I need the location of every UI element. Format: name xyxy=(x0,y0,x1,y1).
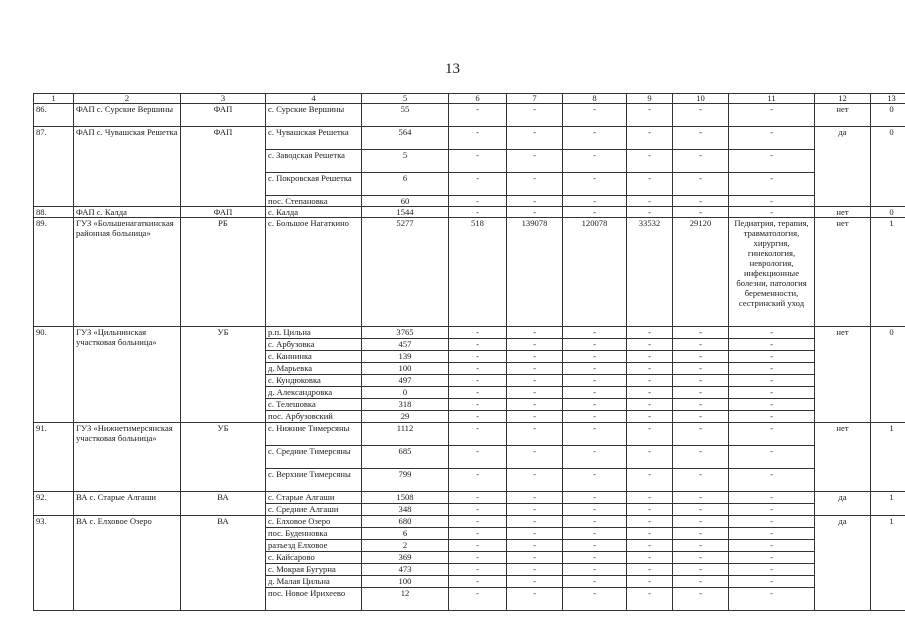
value-cell-10: - xyxy=(673,150,729,173)
value-cell-6: - xyxy=(449,446,507,469)
population-cell: 2 xyxy=(362,540,449,552)
settlement-name-cell: с. Елховое Озеро xyxy=(266,516,362,528)
value-cell-7: - xyxy=(507,399,563,411)
availability-cell: да xyxy=(815,516,871,611)
value-cell-9: - xyxy=(627,411,673,423)
profile-cell: - xyxy=(729,564,815,576)
column-header: 9 xyxy=(627,94,673,104)
facility-type-cell: ФАП xyxy=(181,127,266,207)
population-cell: 680 xyxy=(362,516,449,528)
population-cell: 55 xyxy=(362,104,449,127)
availability-cell: да xyxy=(815,492,871,516)
population-cell: 497 xyxy=(362,375,449,387)
value-cell-8: - xyxy=(563,504,627,516)
count-cell: 1 xyxy=(871,516,905,611)
settlement-name-cell: с. Покровская Решетка xyxy=(266,173,362,196)
profile-cell: - xyxy=(729,351,815,363)
settlement-name-cell: с. Кундюковка xyxy=(266,375,362,387)
value-cell-10: - xyxy=(673,375,729,387)
row-number-cell: 91. xyxy=(34,423,74,492)
settlement-name-cell: пос. Новое Ирихеево xyxy=(266,588,362,611)
value-cell-9: - xyxy=(627,399,673,411)
settlement-name-cell: пос. Арбузовский xyxy=(266,411,362,423)
population-cell: 139 xyxy=(362,351,449,363)
value-cell-10: - xyxy=(673,504,729,516)
value-cell-10: - xyxy=(673,104,729,127)
column-header: 8 xyxy=(563,94,627,104)
facility-name-cell: ГУЗ «Большенагаткинская районная больница» xyxy=(74,218,181,327)
value-cell-9: - xyxy=(627,363,673,375)
value-cell-10: - xyxy=(673,492,729,504)
profile-cell: - xyxy=(729,576,815,588)
value-cell-7: - xyxy=(507,339,563,351)
value-cell-7: - xyxy=(507,363,563,375)
value-cell-6: - xyxy=(449,150,507,173)
value-cell-6: - xyxy=(449,411,507,423)
facility-name-cell: ФАП с. Сурские Вершины xyxy=(74,104,181,127)
table-row xyxy=(34,423,905,446)
profile-cell: - xyxy=(729,516,815,528)
population-cell: 799 xyxy=(362,469,449,492)
profile-cell: - xyxy=(729,588,815,611)
table-row xyxy=(34,104,905,127)
value-cell-7: - xyxy=(507,207,563,218)
value-cell-6: - xyxy=(449,375,507,387)
population-cell: 12 xyxy=(362,588,449,611)
value-cell-10: - xyxy=(673,196,729,207)
value-cell-9: - xyxy=(627,339,673,351)
value-cell-9: - xyxy=(627,351,673,363)
value-cell-9: - xyxy=(627,576,673,588)
table-row xyxy=(34,492,905,504)
value-cell-9: - xyxy=(627,104,673,127)
table-row xyxy=(34,516,905,528)
value-cell-10: - xyxy=(673,327,729,339)
value-cell-8: - xyxy=(563,469,627,492)
value-cell-6: - xyxy=(449,327,507,339)
value-cell-9: - xyxy=(627,375,673,387)
value-cell-10: - xyxy=(673,173,729,196)
value-cell-8: - xyxy=(563,339,627,351)
value-cell-7: - xyxy=(507,446,563,469)
table-body xyxy=(34,104,905,611)
value-cell-7: - xyxy=(507,375,563,387)
value-cell-10: 29120 xyxy=(673,218,729,327)
settlement-name-cell: с. Мокрая Бугурна xyxy=(266,564,362,576)
value-cell-7: - xyxy=(507,540,563,552)
population-cell: 100 xyxy=(362,363,449,375)
column-header: 7 xyxy=(507,94,563,104)
profile-cell: - xyxy=(729,540,815,552)
value-cell-7: - xyxy=(507,327,563,339)
profile-cell: - xyxy=(729,504,815,516)
settlement-name-cell: с. Кайсарово xyxy=(266,552,362,564)
value-cell-6: - xyxy=(449,399,507,411)
value-cell-6: - xyxy=(449,423,507,446)
population-cell: 1508 xyxy=(362,492,449,504)
profile-cell: - xyxy=(729,196,815,207)
availability-cell: нет xyxy=(815,327,871,423)
settlement-name-cell: с. Большое Нагаткино xyxy=(266,218,362,327)
value-cell-8: 120078 xyxy=(563,218,627,327)
row-number-cell: 89. xyxy=(34,218,74,327)
availability-cell: нет xyxy=(815,218,871,327)
value-cell-7: - xyxy=(507,528,563,540)
value-cell-10: - xyxy=(673,399,729,411)
value-cell-10: - xyxy=(673,564,729,576)
value-cell-10: - xyxy=(673,363,729,375)
value-cell-8: - xyxy=(563,127,627,150)
value-cell-8: - xyxy=(563,564,627,576)
row-number-cell: 92. xyxy=(34,492,74,516)
profile-cell: - xyxy=(729,375,815,387)
settlement-name-cell: с. Калда xyxy=(266,207,362,218)
value-cell-9: - xyxy=(627,540,673,552)
value-cell-7: 139078 xyxy=(507,218,563,327)
population-cell: 348 xyxy=(362,504,449,516)
value-cell-7: - xyxy=(507,411,563,423)
column-header: 11 xyxy=(729,94,815,104)
population-cell: 3765 xyxy=(362,327,449,339)
table-row xyxy=(34,218,905,327)
value-cell-9: - xyxy=(627,588,673,611)
value-cell-9: - xyxy=(627,327,673,339)
population-cell: 473 xyxy=(362,564,449,576)
population-cell: 457 xyxy=(362,339,449,351)
value-cell-6: - xyxy=(449,469,507,492)
value-cell-10: - xyxy=(673,469,729,492)
row-number-cell: 90. xyxy=(34,327,74,423)
settlement-name-cell: с. Верхние Тимерсяны xyxy=(266,469,362,492)
value-cell-10: - xyxy=(673,576,729,588)
header-row xyxy=(34,94,905,104)
settlement-name-cell: с. Арбузовка xyxy=(266,339,362,351)
value-cell-10: - xyxy=(673,528,729,540)
population-cell: 5277 xyxy=(362,218,449,327)
value-cell-6: - xyxy=(449,127,507,150)
column-header: 2 xyxy=(74,94,181,104)
profile-cell: - xyxy=(729,387,815,399)
settlement-name-cell: с. Каннинка xyxy=(266,351,362,363)
value-cell-7: - xyxy=(507,104,563,127)
settlement-name-cell: с. Телешовка xyxy=(266,399,362,411)
value-cell-6: - xyxy=(449,576,507,588)
column-header: 4 xyxy=(266,94,362,104)
value-cell-10: - xyxy=(673,351,729,363)
row-number-cell: 93. xyxy=(34,516,74,611)
facility-type-cell: ВА xyxy=(181,492,266,516)
value-cell-6: - xyxy=(449,504,507,516)
column-header: 10 xyxy=(673,94,729,104)
facility-name-cell: ГУЗ «Нижнетимерсянская участковая больница» xyxy=(74,423,181,492)
value-cell-8: - xyxy=(563,173,627,196)
value-cell-8: - xyxy=(563,552,627,564)
profile-cell: - xyxy=(729,469,815,492)
population-cell: 369 xyxy=(362,552,449,564)
settlement-name-cell: разъезд Елховое xyxy=(266,540,362,552)
value-cell-7: - xyxy=(507,423,563,446)
value-cell-8: - xyxy=(563,351,627,363)
value-cell-9: - xyxy=(627,196,673,207)
facility-name-cell: ФАП с. Чувашская Решетка xyxy=(74,127,181,207)
value-cell-6: - xyxy=(449,104,507,127)
profile-cell: - xyxy=(729,552,815,564)
settlement-name-cell: с. Средние Тимерсяны xyxy=(266,446,362,469)
population-cell: 685 xyxy=(362,446,449,469)
value-cell-8: - xyxy=(563,588,627,611)
value-cell-6: - xyxy=(449,173,507,196)
value-cell-8: - xyxy=(563,207,627,218)
value-cell-8: - xyxy=(563,516,627,528)
profile-cell: - xyxy=(729,104,815,127)
facilities-table xyxy=(33,93,905,611)
value-cell-7: - xyxy=(507,552,563,564)
value-cell-9: - xyxy=(627,150,673,173)
value-cell-10: - xyxy=(673,588,729,611)
facility-name-cell: ВА с. Елховое Озеро xyxy=(74,516,181,611)
facility-type-cell: ВА xyxy=(181,516,266,611)
profile-cell: - xyxy=(729,339,815,351)
value-cell-6: - xyxy=(449,588,507,611)
count-cell: 0 xyxy=(871,207,905,218)
value-cell-9: - xyxy=(627,387,673,399)
profile-cell: - xyxy=(729,363,815,375)
column-header: 5 xyxy=(362,94,449,104)
count-cell: 0 xyxy=(871,127,905,207)
value-cell-8: - xyxy=(563,363,627,375)
count-cell: 0 xyxy=(871,104,905,127)
table-row xyxy=(34,207,905,218)
settlement-name-cell: с. Средние Алгаши xyxy=(266,504,362,516)
settlement-name-cell: с. Нижние Тимерсяны xyxy=(266,423,362,446)
facility-type-cell: УБ xyxy=(181,423,266,492)
availability-cell: нет xyxy=(815,207,871,218)
column-header: 13 xyxy=(871,94,905,104)
value-cell-8: - xyxy=(563,540,627,552)
population-cell: 318 xyxy=(362,399,449,411)
profile-cell: - xyxy=(729,492,815,504)
facility-type-cell: ФАП xyxy=(181,207,266,218)
value-cell-7: - xyxy=(507,469,563,492)
value-cell-10: - xyxy=(673,552,729,564)
value-cell-10: - xyxy=(673,423,729,446)
value-cell-7: - xyxy=(507,351,563,363)
profile-cell: - xyxy=(729,207,815,218)
value-cell-7: - xyxy=(507,504,563,516)
profile-cell: - xyxy=(729,150,815,173)
facility-type-cell: РБ xyxy=(181,218,266,327)
value-cell-10: - xyxy=(673,127,729,150)
value-cell-9: - xyxy=(627,504,673,516)
population-cell: 5 xyxy=(362,150,449,173)
population-cell: 29 xyxy=(362,411,449,423)
value-cell-7: - xyxy=(507,576,563,588)
population-cell: 6 xyxy=(362,173,449,196)
value-cell-10: - xyxy=(673,516,729,528)
value-cell-10: - xyxy=(673,339,729,351)
settlement-name-cell: р.п. Цильна xyxy=(266,327,362,339)
profile-cell: - xyxy=(729,173,815,196)
facility-type-cell: УБ xyxy=(181,327,266,423)
settlement-name-cell: д. Малая Цильна xyxy=(266,576,362,588)
value-cell-9: - xyxy=(627,127,673,150)
value-cell-6: - xyxy=(449,351,507,363)
population-cell: 100 xyxy=(362,576,449,588)
population-cell: 6 xyxy=(362,528,449,540)
value-cell-9: - xyxy=(627,446,673,469)
value-cell-6: - xyxy=(449,207,507,218)
row-number-cell: 87. xyxy=(34,127,74,207)
settlement-name-cell: д. Александровка xyxy=(266,387,362,399)
value-cell-6: - xyxy=(449,528,507,540)
page-number: 13 xyxy=(445,61,460,77)
value-cell-8: - xyxy=(563,446,627,469)
settlement-name-cell: с. Чувашская Решетка xyxy=(266,127,362,150)
settlement-name-cell: пос. Буденновка xyxy=(266,528,362,540)
value-cell-6: - xyxy=(449,492,507,504)
population-cell: 0 xyxy=(362,387,449,399)
value-cell-10: - xyxy=(673,540,729,552)
facility-name-cell: ГУЗ «Цильнинская участковая больница» xyxy=(74,327,181,423)
profile-cell: - xyxy=(729,446,815,469)
availability-cell: нет xyxy=(815,104,871,127)
profile-cell: - xyxy=(729,423,815,446)
column-header: 1 xyxy=(34,94,74,104)
value-cell-9: - xyxy=(627,469,673,492)
value-cell-6: - xyxy=(449,339,507,351)
value-cell-9: - xyxy=(627,423,673,446)
table-row xyxy=(34,327,905,339)
value-cell-7: - xyxy=(507,387,563,399)
value-cell-8: - xyxy=(563,528,627,540)
profile-cell: - xyxy=(729,528,815,540)
settlement-name-cell: с. Заводская Решетка xyxy=(266,150,362,173)
profile-cell: - xyxy=(729,411,815,423)
value-cell-8: - xyxy=(563,104,627,127)
value-cell-9: - xyxy=(627,173,673,196)
availability-cell: нет xyxy=(815,423,871,492)
value-cell-7: - xyxy=(507,127,563,150)
population-cell: 1112 xyxy=(362,423,449,446)
value-cell-7: - xyxy=(507,196,563,207)
value-cell-6: - xyxy=(449,387,507,399)
facility-name-cell: ФАП с. Калда xyxy=(74,207,181,218)
profile-cell: - xyxy=(729,399,815,411)
value-cell-8: - xyxy=(563,492,627,504)
count-cell: 0 xyxy=(871,327,905,423)
profile-cell: - xyxy=(729,127,815,150)
value-cell-9: - xyxy=(627,207,673,218)
value-cell-10: - xyxy=(673,446,729,469)
value-cell-8: - xyxy=(563,375,627,387)
value-cell-9: - xyxy=(627,552,673,564)
settlement-name-cell: с. Сурские Вершины xyxy=(266,104,362,127)
value-cell-8: - xyxy=(563,576,627,588)
population-cell: 1544 xyxy=(362,207,449,218)
count-cell: 1 xyxy=(871,492,905,516)
settlement-name-cell: с. Старые Алгаши xyxy=(266,492,362,504)
value-cell-8: - xyxy=(563,327,627,339)
settlement-name-cell: пос. Степановка xyxy=(266,196,362,207)
row-number-cell: 86. xyxy=(34,104,74,127)
value-cell-10: - xyxy=(673,207,729,218)
value-cell-7: - xyxy=(507,150,563,173)
row-number-cell: 88. xyxy=(34,207,74,218)
value-cell-8: - xyxy=(563,399,627,411)
availability-cell: да xyxy=(815,127,871,207)
column-header: 12 xyxy=(815,94,871,104)
column-header: 6 xyxy=(449,94,507,104)
facility-name-cell: ВА с. Старые Алгаши xyxy=(74,492,181,516)
settlement-name-cell: д. Марьевка xyxy=(266,363,362,375)
value-cell-7: - xyxy=(507,516,563,528)
value-cell-9: - xyxy=(627,492,673,504)
facility-type-cell: ФАП xyxy=(181,104,266,127)
value-cell-10: - xyxy=(673,387,729,399)
value-cell-6: - xyxy=(449,552,507,564)
value-cell-6: - xyxy=(449,196,507,207)
value-cell-9: - xyxy=(627,528,673,540)
value-cell-8: - xyxy=(563,423,627,446)
value-cell-9: - xyxy=(627,564,673,576)
value-cell-7: - xyxy=(507,588,563,611)
value-cell-6: - xyxy=(449,540,507,552)
profile-cell: - xyxy=(729,327,815,339)
table-row xyxy=(34,127,905,150)
value-cell-6: - xyxy=(449,516,507,528)
value-cell-6: 518 xyxy=(449,218,507,327)
column-header: 3 xyxy=(181,94,266,104)
value-cell-9: - xyxy=(627,516,673,528)
profile-cell: Педиатрия, терапия, травматология, хирургия, гинекология, неврология, инфекционные болезни, патология беременности, сестринский уход xyxy=(729,218,815,327)
value-cell-8: - xyxy=(563,150,627,173)
value-cell-9: 33532 xyxy=(627,218,673,327)
value-cell-6: - xyxy=(449,363,507,375)
value-cell-7: - xyxy=(507,173,563,196)
count-cell: 1 xyxy=(871,218,905,327)
value-cell-10: - xyxy=(673,411,729,423)
value-cell-8: - xyxy=(563,411,627,423)
value-cell-7: - xyxy=(507,492,563,504)
value-cell-6: - xyxy=(449,564,507,576)
population-cell: 60 xyxy=(362,196,449,207)
population-cell: 564 xyxy=(362,127,449,150)
count-cell: 1 xyxy=(871,423,905,492)
value-cell-8: - xyxy=(563,196,627,207)
value-cell-7: - xyxy=(507,564,563,576)
value-cell-8: - xyxy=(563,387,627,399)
